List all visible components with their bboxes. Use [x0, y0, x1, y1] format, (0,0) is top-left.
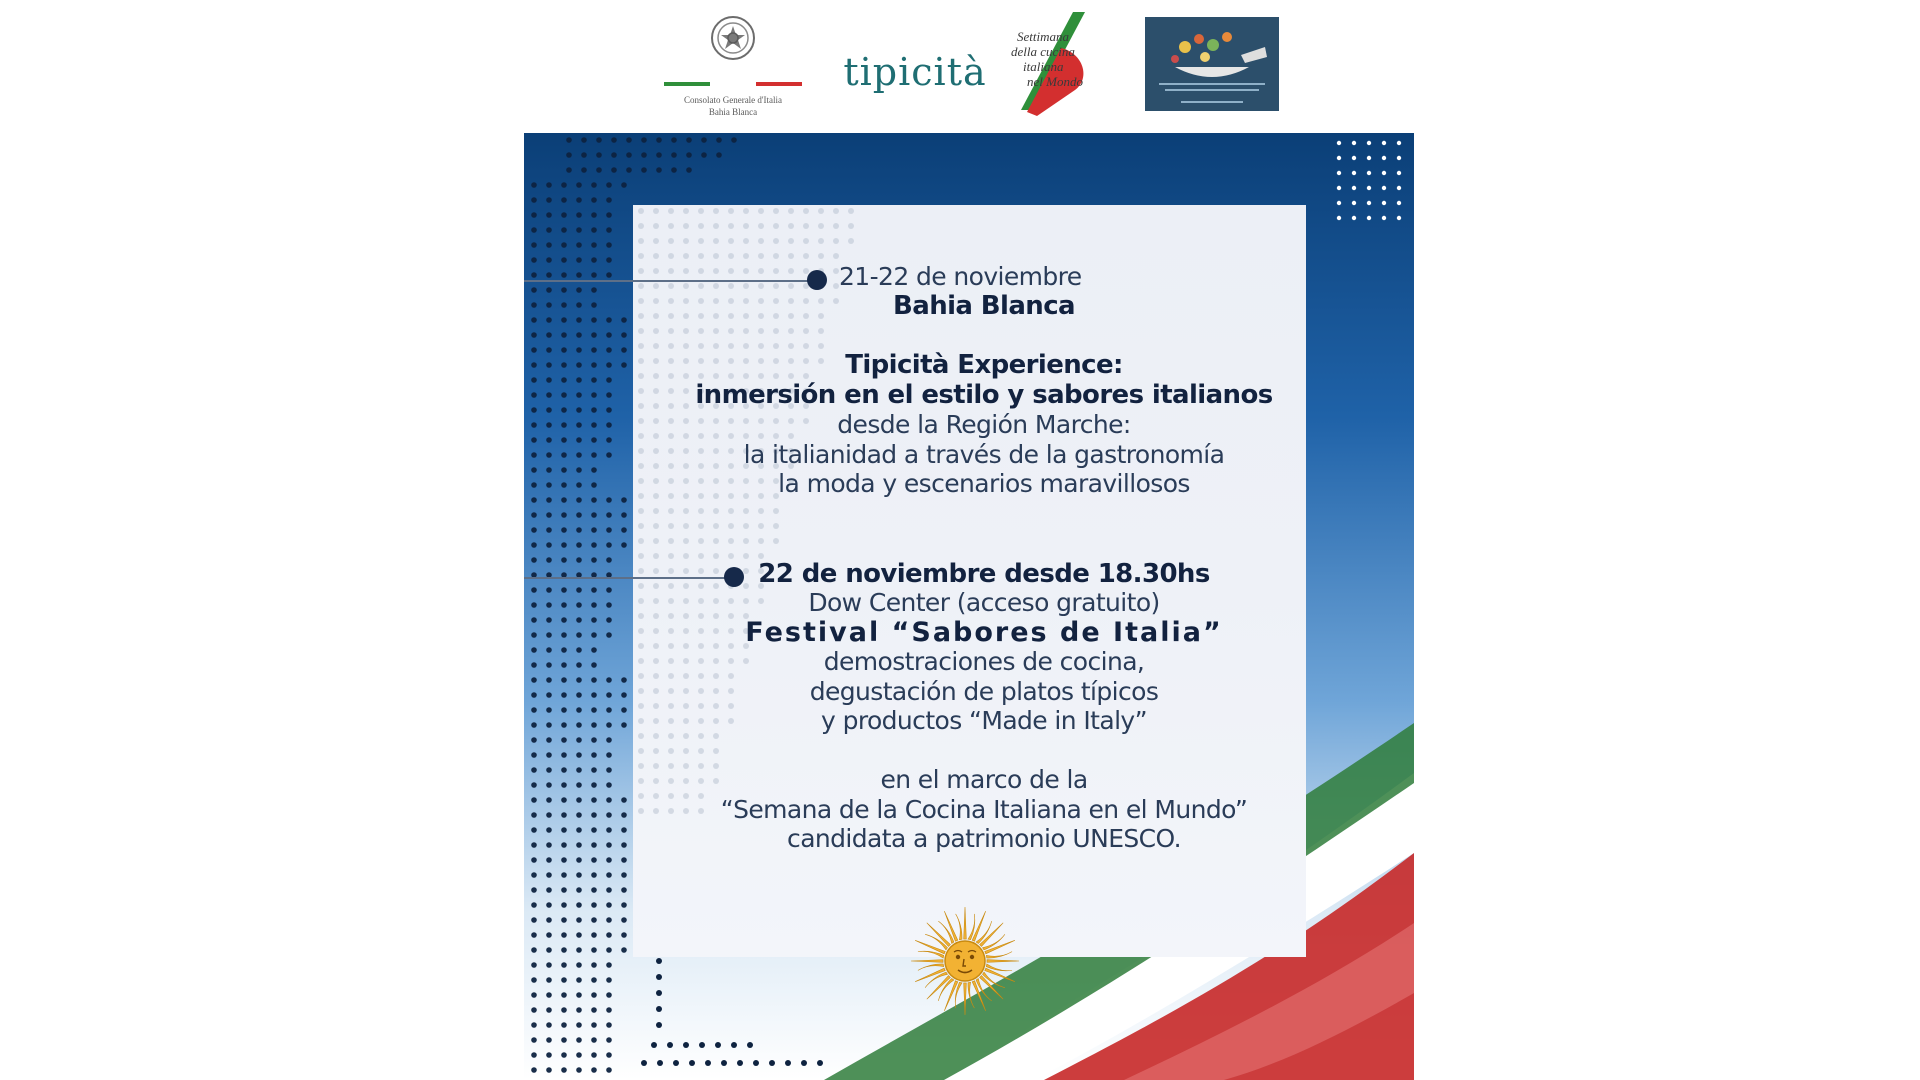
- tricolore-line: [664, 82, 802, 86]
- timeline-dot-1: [807, 270, 827, 290]
- event1-desc-line-1: desde la Región Marche:: [837, 410, 1131, 439]
- event-poster: [524, 133, 1414, 1080]
- cucina-unesco-logo: [1145, 17, 1279, 111]
- event2-venue: Dow Center (acceso gratuito): [808, 588, 1160, 617]
- consolato-line-1: Consolato Generale d'Italia: [683, 95, 783, 105]
- event1-desc-line-2: la italianidad a través de la gastronomía: [743, 440, 1225, 469]
- settimana-cucina-logo: [1003, 8, 1095, 118]
- event1-title-line-1: Tipicità Experience:: [845, 350, 1123, 380]
- event2-datetime: 22 de noviembre desde 18.30hs: [758, 559, 1210, 589]
- footer-line-1: en el marco de la: [880, 765, 1088, 794]
- sun-of-may-icon: [908, 904, 1022, 1018]
- event2-desc-line-3: y productos “Made in Italy”: [821, 706, 1147, 735]
- settimana-line-2: della cucina: [1011, 44, 1075, 59]
- timeline-line-1: [524, 280, 814, 282]
- logo-strip: [0, 0, 1920, 130]
- event1-desc-line-3: la moda y escenarios maravillosos: [778, 469, 1190, 498]
- settimana-line-4: nel Mondo: [1027, 74, 1083, 89]
- italian-republic-emblem-icon: [709, 12, 757, 68]
- event1-title-line-2: inmersión en el estilo y sabores italianos: [695, 380, 1273, 410]
- event2-festival-name: Festival “Sabores de Italia”: [745, 617, 1223, 648]
- event2-desc-line-2: degustación de platos típicos: [809, 677, 1159, 706]
- event2-desc-line-1: demostraciones de cocina,: [823, 647, 1145, 676]
- consolato-line-2: Bahia Blanca: [708, 107, 758, 117]
- footer-line-2: “Semana de la Cocina Italiana en el Mundo”: [720, 795, 1248, 824]
- consolato-logo: [658, 12, 808, 122]
- tipicita-logo: tipicità: [843, 50, 987, 94]
- consolato-name: [658, 94, 808, 118]
- footer-line-3: candidata a patrimonio UNESCO.: [787, 824, 1181, 853]
- event1-dates: 21-22 de noviembre: [839, 262, 1082, 291]
- event1-city: Bahia Blanca: [893, 291, 1075, 321]
- settimana-line-3: italiana: [1023, 59, 1064, 74]
- settimana-line-1: Settimana: [1017, 29, 1069, 44]
